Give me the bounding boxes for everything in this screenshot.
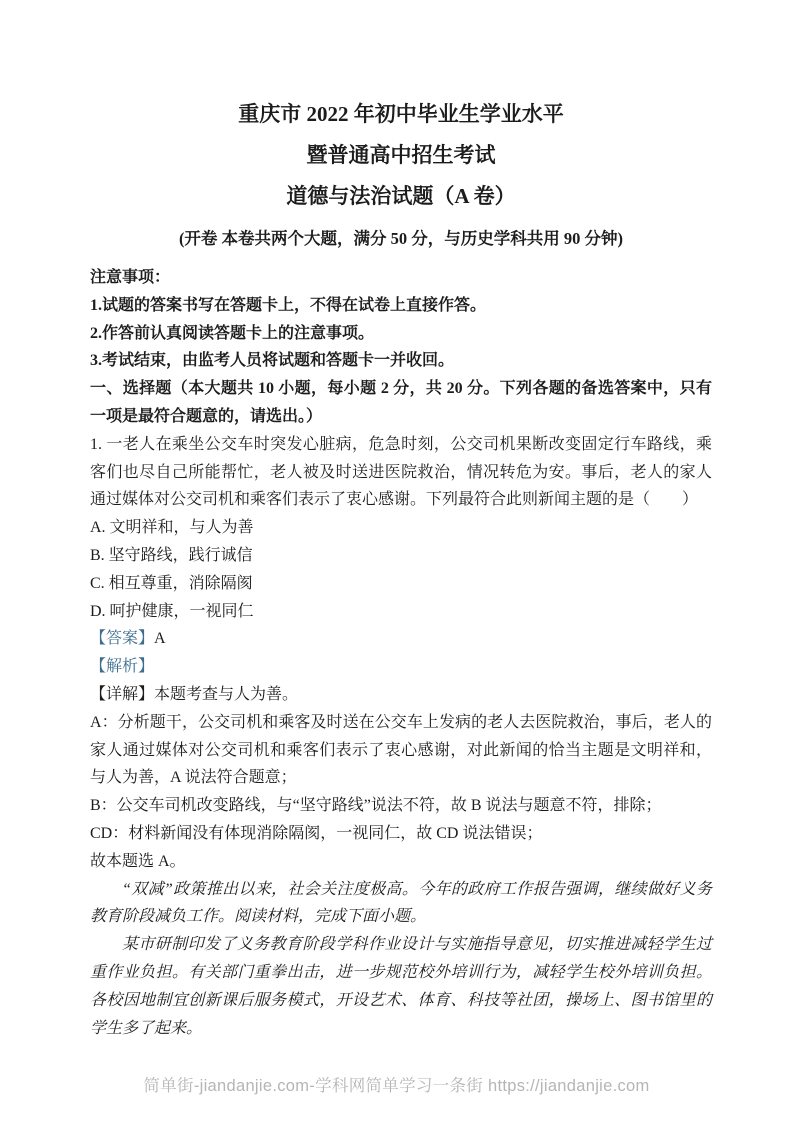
question-1-option-d: D. 呵护健康，一视同仁 (90, 602, 254, 620)
section-header: 一、选择题（本大题共 10 小题，每小题 2 分，共 20 分。下列各题的备选答案中，只有一项是最符合题意的，请选出。） (90, 380, 712, 425)
material-paragraph-2: 某市研制印发了义务教育阶段学科作业设计与实施指导意见，切实推进减轻学生过重作业负担。有关部门重拳出击，进一步规范校外培训行为，减轻学生校外培训负担。各校因地制宜创新课后服务模式，开设艺术、体育、科技等社团，操场上、图书馆里的学生多了起来。 (90, 936, 712, 1037)
watermark-footer: 简单街-jiandanjie.com-学科网简单学习一条街 https://jiandanjie.com (143, 1077, 650, 1095)
notice-item-1: 1.试题的答案书写在答题卡上，不得在试卷上直接作答。 (90, 296, 487, 314)
document-title-line-3: 道德与法治试题（A 卷） (286, 184, 516, 208)
detail-conclusion: 故本题选 A。 (90, 852, 186, 870)
answer-line (90, 625, 712, 653)
question-1-option-a: A. 文明祥和，与人为善 (90, 519, 254, 537)
exam-meta-subtitle: (开卷 本卷共两个大题，满分 50 分，与历史学科共用 90 分钟) (178, 229, 624, 248)
notice-item-2: 2.作答前认真阅读答题卡上的注意事项。 (90, 324, 375, 342)
detail-line-a: A：分析题干，公交司机和乘客及时送在公交车上发病的老人去医院救治，事后，老人的家人通过媒体对公交司机和乘客们表示了衷心感谢，对此新闻的恰当主题是文明祥和，与人为善，A 说法符合题意； (90, 713, 712, 787)
detail-heading: 【详解】本题考查与人为善。 (90, 685, 299, 703)
notice-item-3: 3.考试结束，由监考人员将试题和答题卡一并收回。 (90, 352, 455, 370)
question-1-stem: 1. 一老人在乘坐公交车时突发心脏病，危急时刻，公交司机果断改变固定行车路线，乘客们也尽自己所能帮忙，老人被及时送进医院救治，情况转危为安。事后，老人的家人通过媒体对公交司机和乘客们表示了衷心感谢。下列最符合此则新闻主题的是（ ） (90, 435, 712, 509)
document-title-line-1: 重庆市 2022 年初中毕业生学业水平 (238, 102, 564, 126)
question-1-option-c: C. 相互尊重，消除隔阂 (90, 574, 253, 592)
material-paragraph-1: “双减”政策推出以来，社会关注度极高。今年的政府工作报告强调，继续做好义务教育阶段减负工作。阅读材料，完成下面小题。 (90, 880, 712, 926)
detail-line-b: B：公交车司机改变路线，与“坚守路线”说法不符，故 B 说法与题意不符，排除； (90, 797, 662, 815)
answer-label: 【答案】 (90, 630, 155, 648)
detail-line-cd: CD：材料新闻没有体现消除隔阂，一视同仁，故 CD 说法错误； (90, 824, 543, 842)
answer-value: A (154, 630, 166, 648)
question-1-option-b: B. 坚守路线，践行诚信 (90, 546, 253, 564)
document-title-line-2: 暨普通高中招生考试 (306, 143, 496, 167)
analysis-line (90, 653, 712, 681)
notice-heading: 注意事项： (90, 269, 171, 286)
notice-section (90, 264, 712, 375)
analysis-label: 【解析】 (90, 658, 155, 676)
document-content (90, 94, 712, 1042)
